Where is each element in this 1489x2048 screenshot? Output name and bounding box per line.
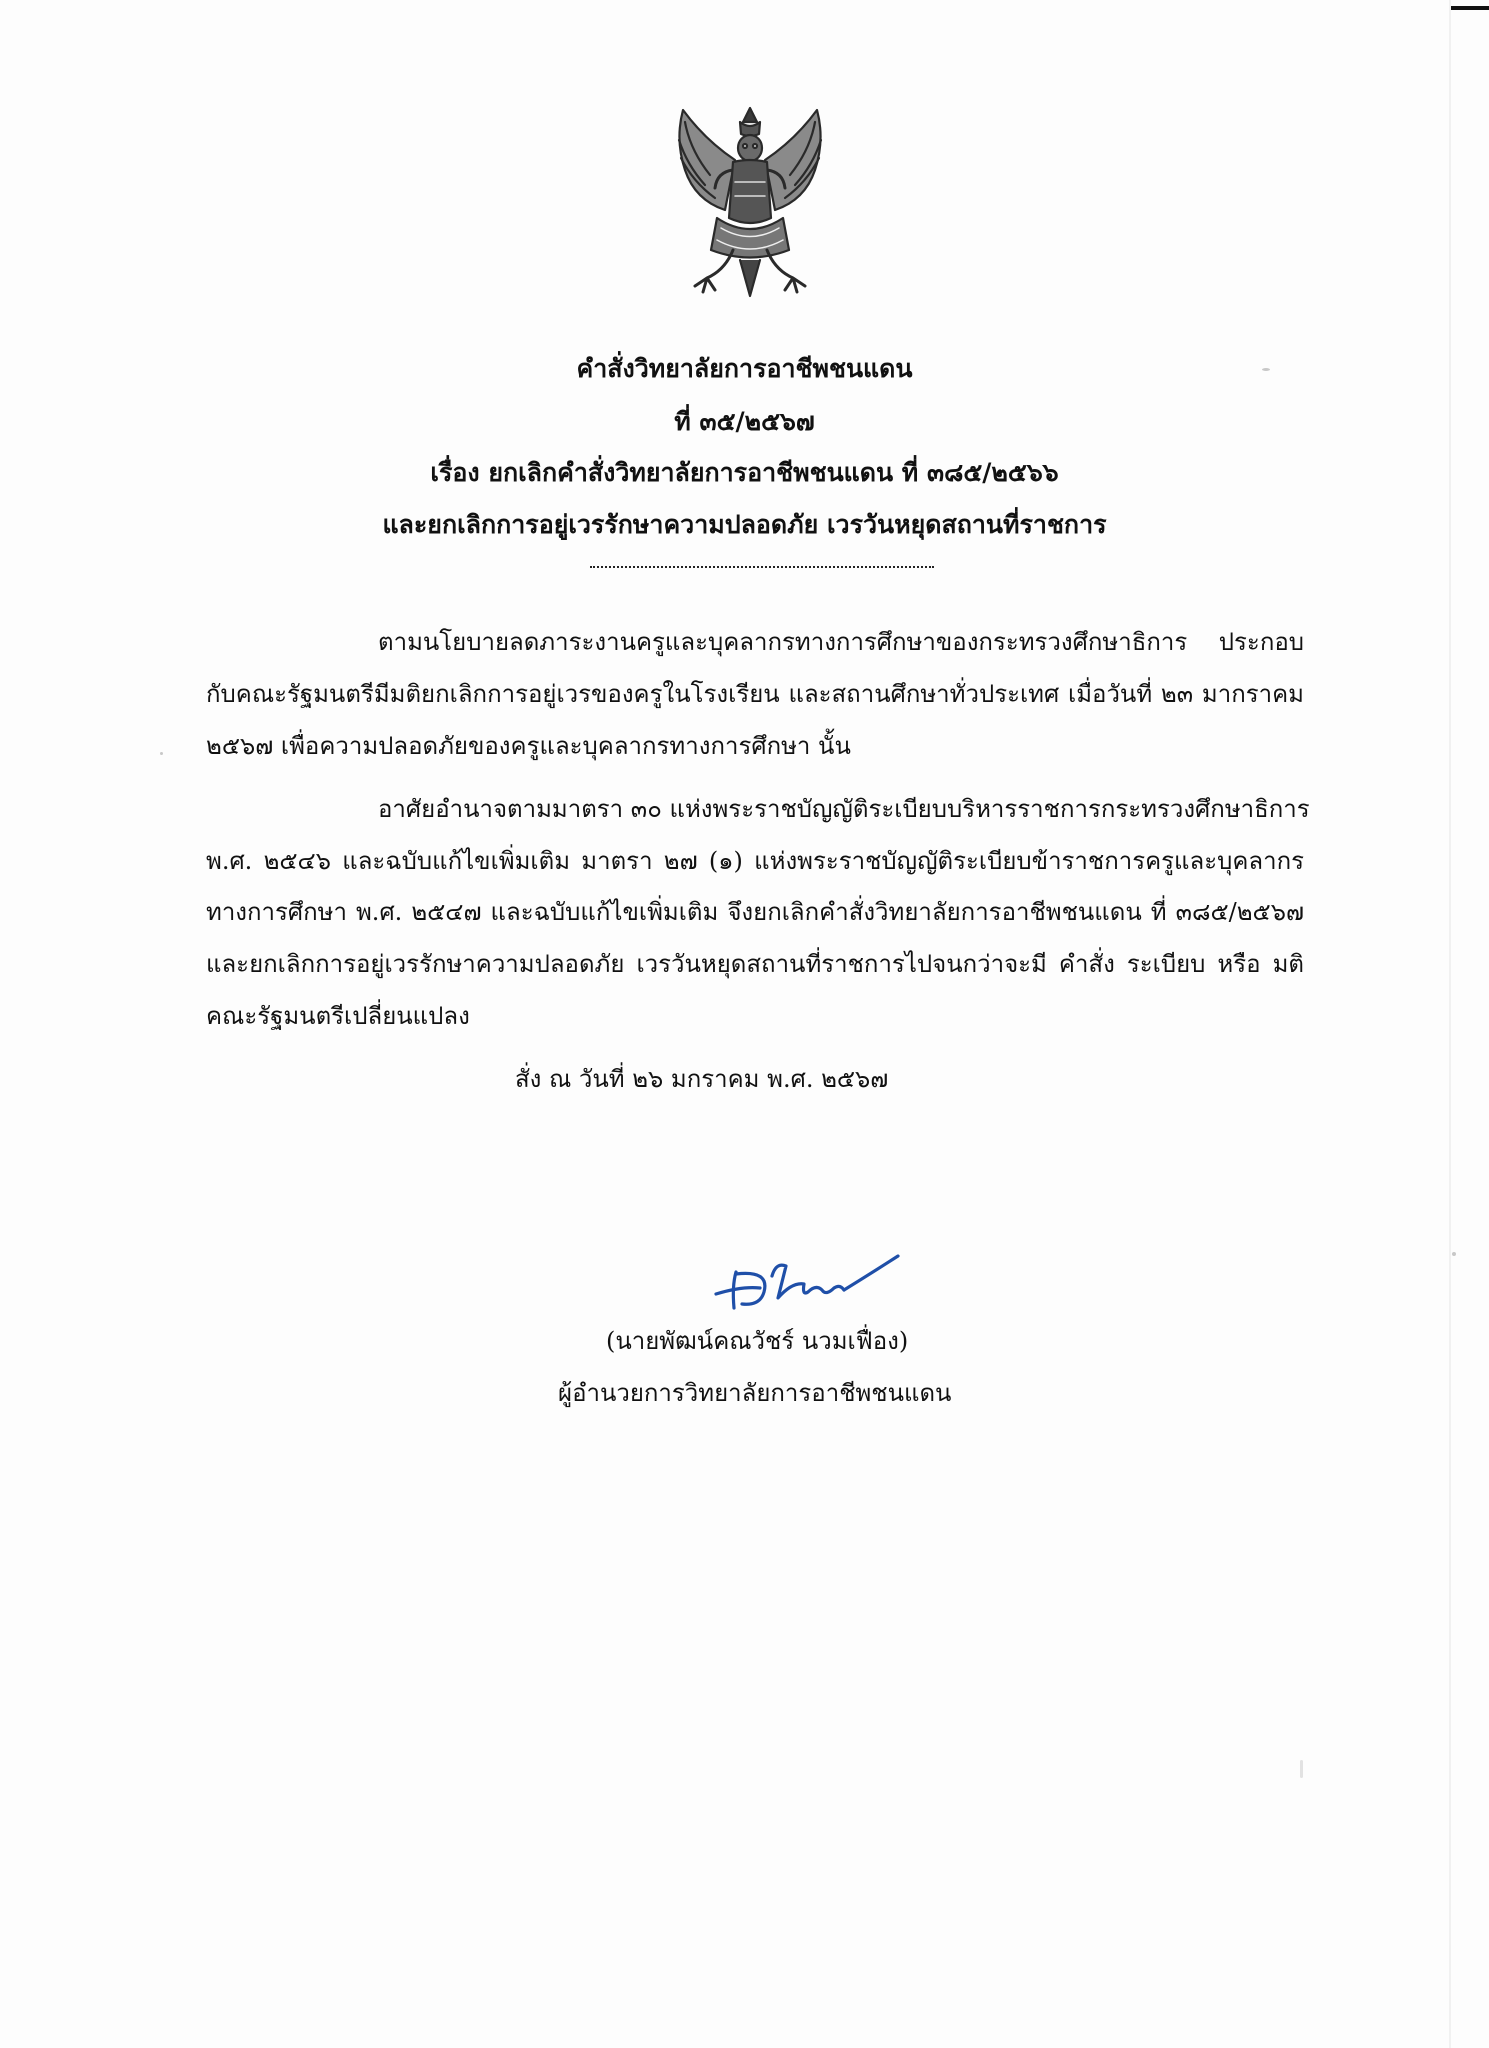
paragraph1-line3: ๒๕๖๗ เพื่อความปลอดภัยของครูและบุคลากรทางการศึกษา นั้น [206, 732, 851, 760]
garuda-emblem-icon [655, 100, 845, 300]
signature-icon [712, 1252, 902, 1314]
paragraph2-line4: และยกเลิกการอยู่เวรรักษาความปลอดภัย เวรวันหยุดสถานที่ราชการไปจนกว่าจะมี คำสั่ง ระเบียบ หรือ มติ [206, 950, 1304, 978]
paragraph2-line5: คณะรัฐมนตรีเปลี่ยนแปลง [206, 1002, 470, 1030]
scan-edge-shadow [1449, 0, 1451, 2048]
subject-line-2: และยกเลิกการอยู่เวรรักษาความปลอดภัย เวรวันหยุดสถานที่ราชการ [382, 510, 1107, 539]
scan-speck [160, 752, 163, 755]
scan-speck [1300, 1760, 1303, 1778]
scan-speck [1262, 368, 1270, 371]
scan-speck [1452, 1252, 1456, 1256]
subject-line-1: เรื่อง ยกเลิกคำสั่งวิทยาลัยการอาชีพชนแดน ที่ ๓๘๕/๒๕๖๖ [430, 458, 1059, 487]
paragraph2-line1: อาศัยอำนาจตามมาตรา ๓๐ แห่งพระราชบัญญัติระเบียบบริหารราชการกระทรวงศึกษาธิการ [378, 795, 1310, 823]
signer-position: ผู้อำนวยการวิทยาลัยการอาชีพชนแดน [558, 1379, 952, 1407]
document-title: คำสั่งวิทยาลัยการอาชีพชนแดน [576, 354, 913, 383]
order-number: ที่ ๓๕/๒๕๖๗ [674, 407, 815, 436]
paragraph1-line1: ตามนโยบายลดภาระงานครูและบุคลากรทางการศึกษาของกระทรวงศึกษาธิการ ประกอบ [378, 628, 1304, 656]
order-date: สั่ง ณ วันที่ ๒๖ มกราคม พ.ศ. ๒๕๖๗ [515, 1065, 889, 1093]
paragraph1-line2: กับคณะรัฐมนตรีมีมติยกเลิกการอยู่เวรของครูในโรงเรียน และสถานศึกษาทั่วประเทศ เมื่อวันที่ ๒๓ มากราคม [206, 680, 1304, 708]
paragraph2-line3: ทางการศึกษา พ.ศ. ๒๕๔๗ และฉบับแก้ไขเพิ่มเติม จึงยกเลิกคำสั่งวิทยาลัยการอาชีพชนแดน ที่ ๓๘๕/๒๕๖๗ [206, 898, 1304, 926]
scan-edge-mark [1451, 6, 1489, 10]
paragraph2-line2: พ.ศ. ๒๕๔๖ และฉบับแก้ไขเพิ่มเติม มาตรา ๒๗ (๑) แห่งพระราชบัญญัติระเบียบข้าราชการครูและบุคลากร [206, 847, 1304, 875]
dotted-separator [590, 566, 934, 568]
signer-name: (นายพัฒน์คณวัชร์ นวมเฟื่อง) [606, 1327, 909, 1355]
